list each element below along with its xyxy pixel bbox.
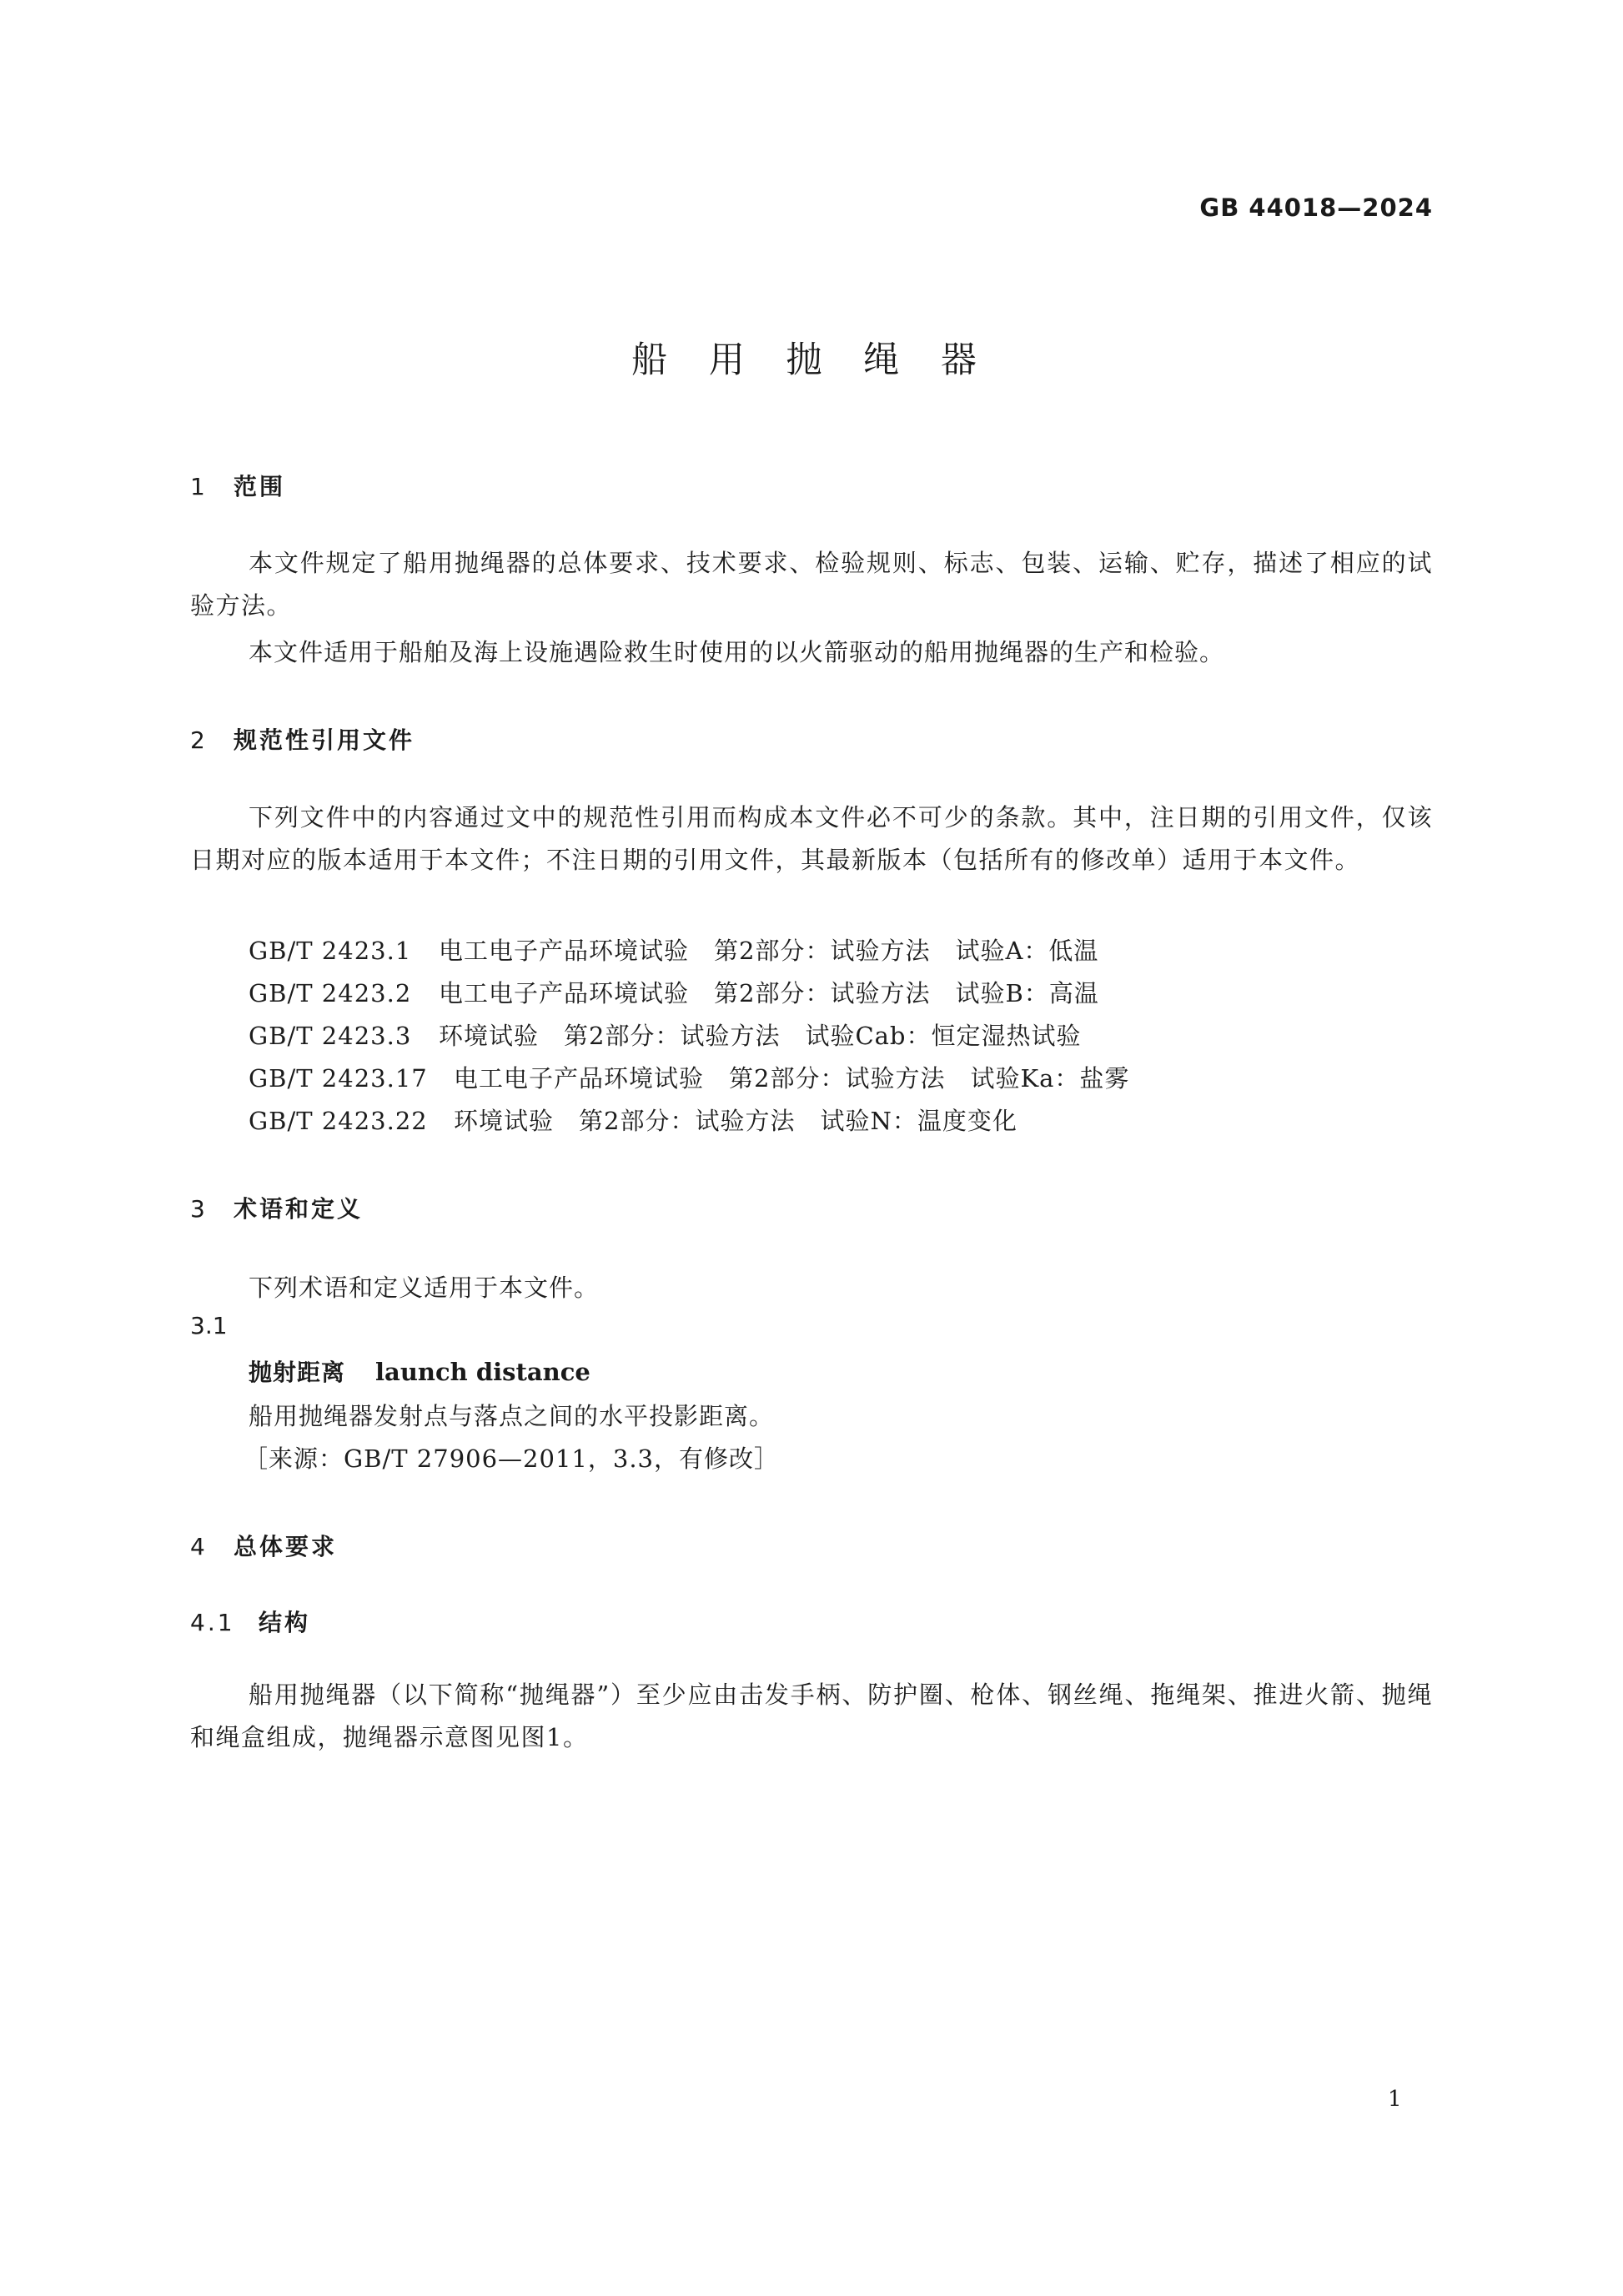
section-title: 范围: [234, 473, 286, 500]
document-title: 船 用 抛 绳 器: [631, 339, 992, 381]
term-english: launch distance: [375, 1358, 590, 1386]
term-number: 3.1: [190, 1312, 228, 1339]
section-4-1-paragraph: 船用抛绳器（以下简称“抛绳器”）至少应由击发手柄、防护圈、枪体、钢丝绳、拖绳架、推进火箭、抛绳和绳盒组成，抛绳器示意图见图1。: [190, 1681, 1433, 1751]
standard-number: GB 44018—2024: [1199, 193, 1433, 222]
section-3-intro: 下列术语和定义适用于本文件。: [249, 1274, 600, 1302]
section-number: 4: [190, 1533, 208, 1560]
reference-title: 环境试验 第2部分：试验方法 试验N：温度变化: [454, 1107, 1018, 1135]
term-definition: 船用抛绳器发射点与落点之间的水平投影距离。: [249, 1402, 775, 1430]
reference-code: GB/T 2423.3: [249, 1022, 412, 1050]
section-number: 3: [190, 1195, 208, 1223]
reference-code: GB/T 2423.17: [249, 1064, 428, 1093]
section-1-heading: [190, 469, 285, 502]
reference-item: [249, 1017, 1082, 1052]
reference-title: 电工电子产品环境试验 第2部分：试验方法 试验A：低温: [439, 937, 1099, 965]
reference-code: GB/T 2423.2: [249, 979, 412, 1007]
section-2-heading: [190, 722, 415, 756]
term-chinese: 抛射距离: [249, 1359, 346, 1386]
subsection-4-1-heading: [190, 1605, 310, 1638]
reference-item: [249, 1060, 1129, 1094]
subsection-title: 结构: [259, 1609, 311, 1636]
section-1-paragraph-1: 本文件规定了船用抛绳器的总体要求、技术要求、检验规则、标志、包装、运输、贮存，描述了相应的试验方法。: [190, 549, 1433, 620]
section-2-intro: 下列文件中的内容通过文中的规范性引用而构成本文件必不可少的条款。其中，注日期的引用文件，仅该日期对应的版本适用于本文件；不注日期的引用文件，其最新版本（包括所有的修改单）适用于本文件。: [190, 803, 1433, 874]
reference-title: 环境试验 第2部分：试验方法 试验Cab：恒定湿热试验: [439, 1022, 1082, 1050]
reference-code: GB/T 2423.1: [249, 937, 412, 965]
section-3-heading: [190, 1191, 363, 1224]
page-number: 1: [1388, 2087, 1402, 2112]
section-1-paragraph-2: 本文件适用于船舶及海上设施遇险救生时使用的以火箭驱动的船用抛绳器的生产和检验。: [249, 638, 1225, 666]
term-entry: [249, 1354, 590, 1388]
reference-item: [249, 975, 1099, 1009]
term-source: ［来源：GB/T 27906—2011，3.3，有修改］: [244, 1444, 779, 1473]
reference-code: GB/T 2423.22: [249, 1107, 428, 1135]
reference-item: [249, 932, 1098, 967]
reference-item: [249, 1103, 1018, 1137]
section-number: 1: [190, 473, 208, 500]
section-title: 术语和定义: [234, 1195, 364, 1223]
section-title: 规范性引用文件: [234, 726, 415, 754]
reference-title: 电工电子产品环境试验 第2部分：试验方法 试验Ka：盐雾: [454, 1064, 1130, 1093]
subsection-number: 4.1: [190, 1609, 235, 1636]
section-title: 总体要求: [234, 1533, 338, 1560]
reference-title: 电工电子产品环境试验 第2部分：试验方法 试验B：高温: [439, 979, 1099, 1007]
section-4-heading: [190, 1529, 337, 1562]
section-number: 2: [190, 726, 208, 754]
